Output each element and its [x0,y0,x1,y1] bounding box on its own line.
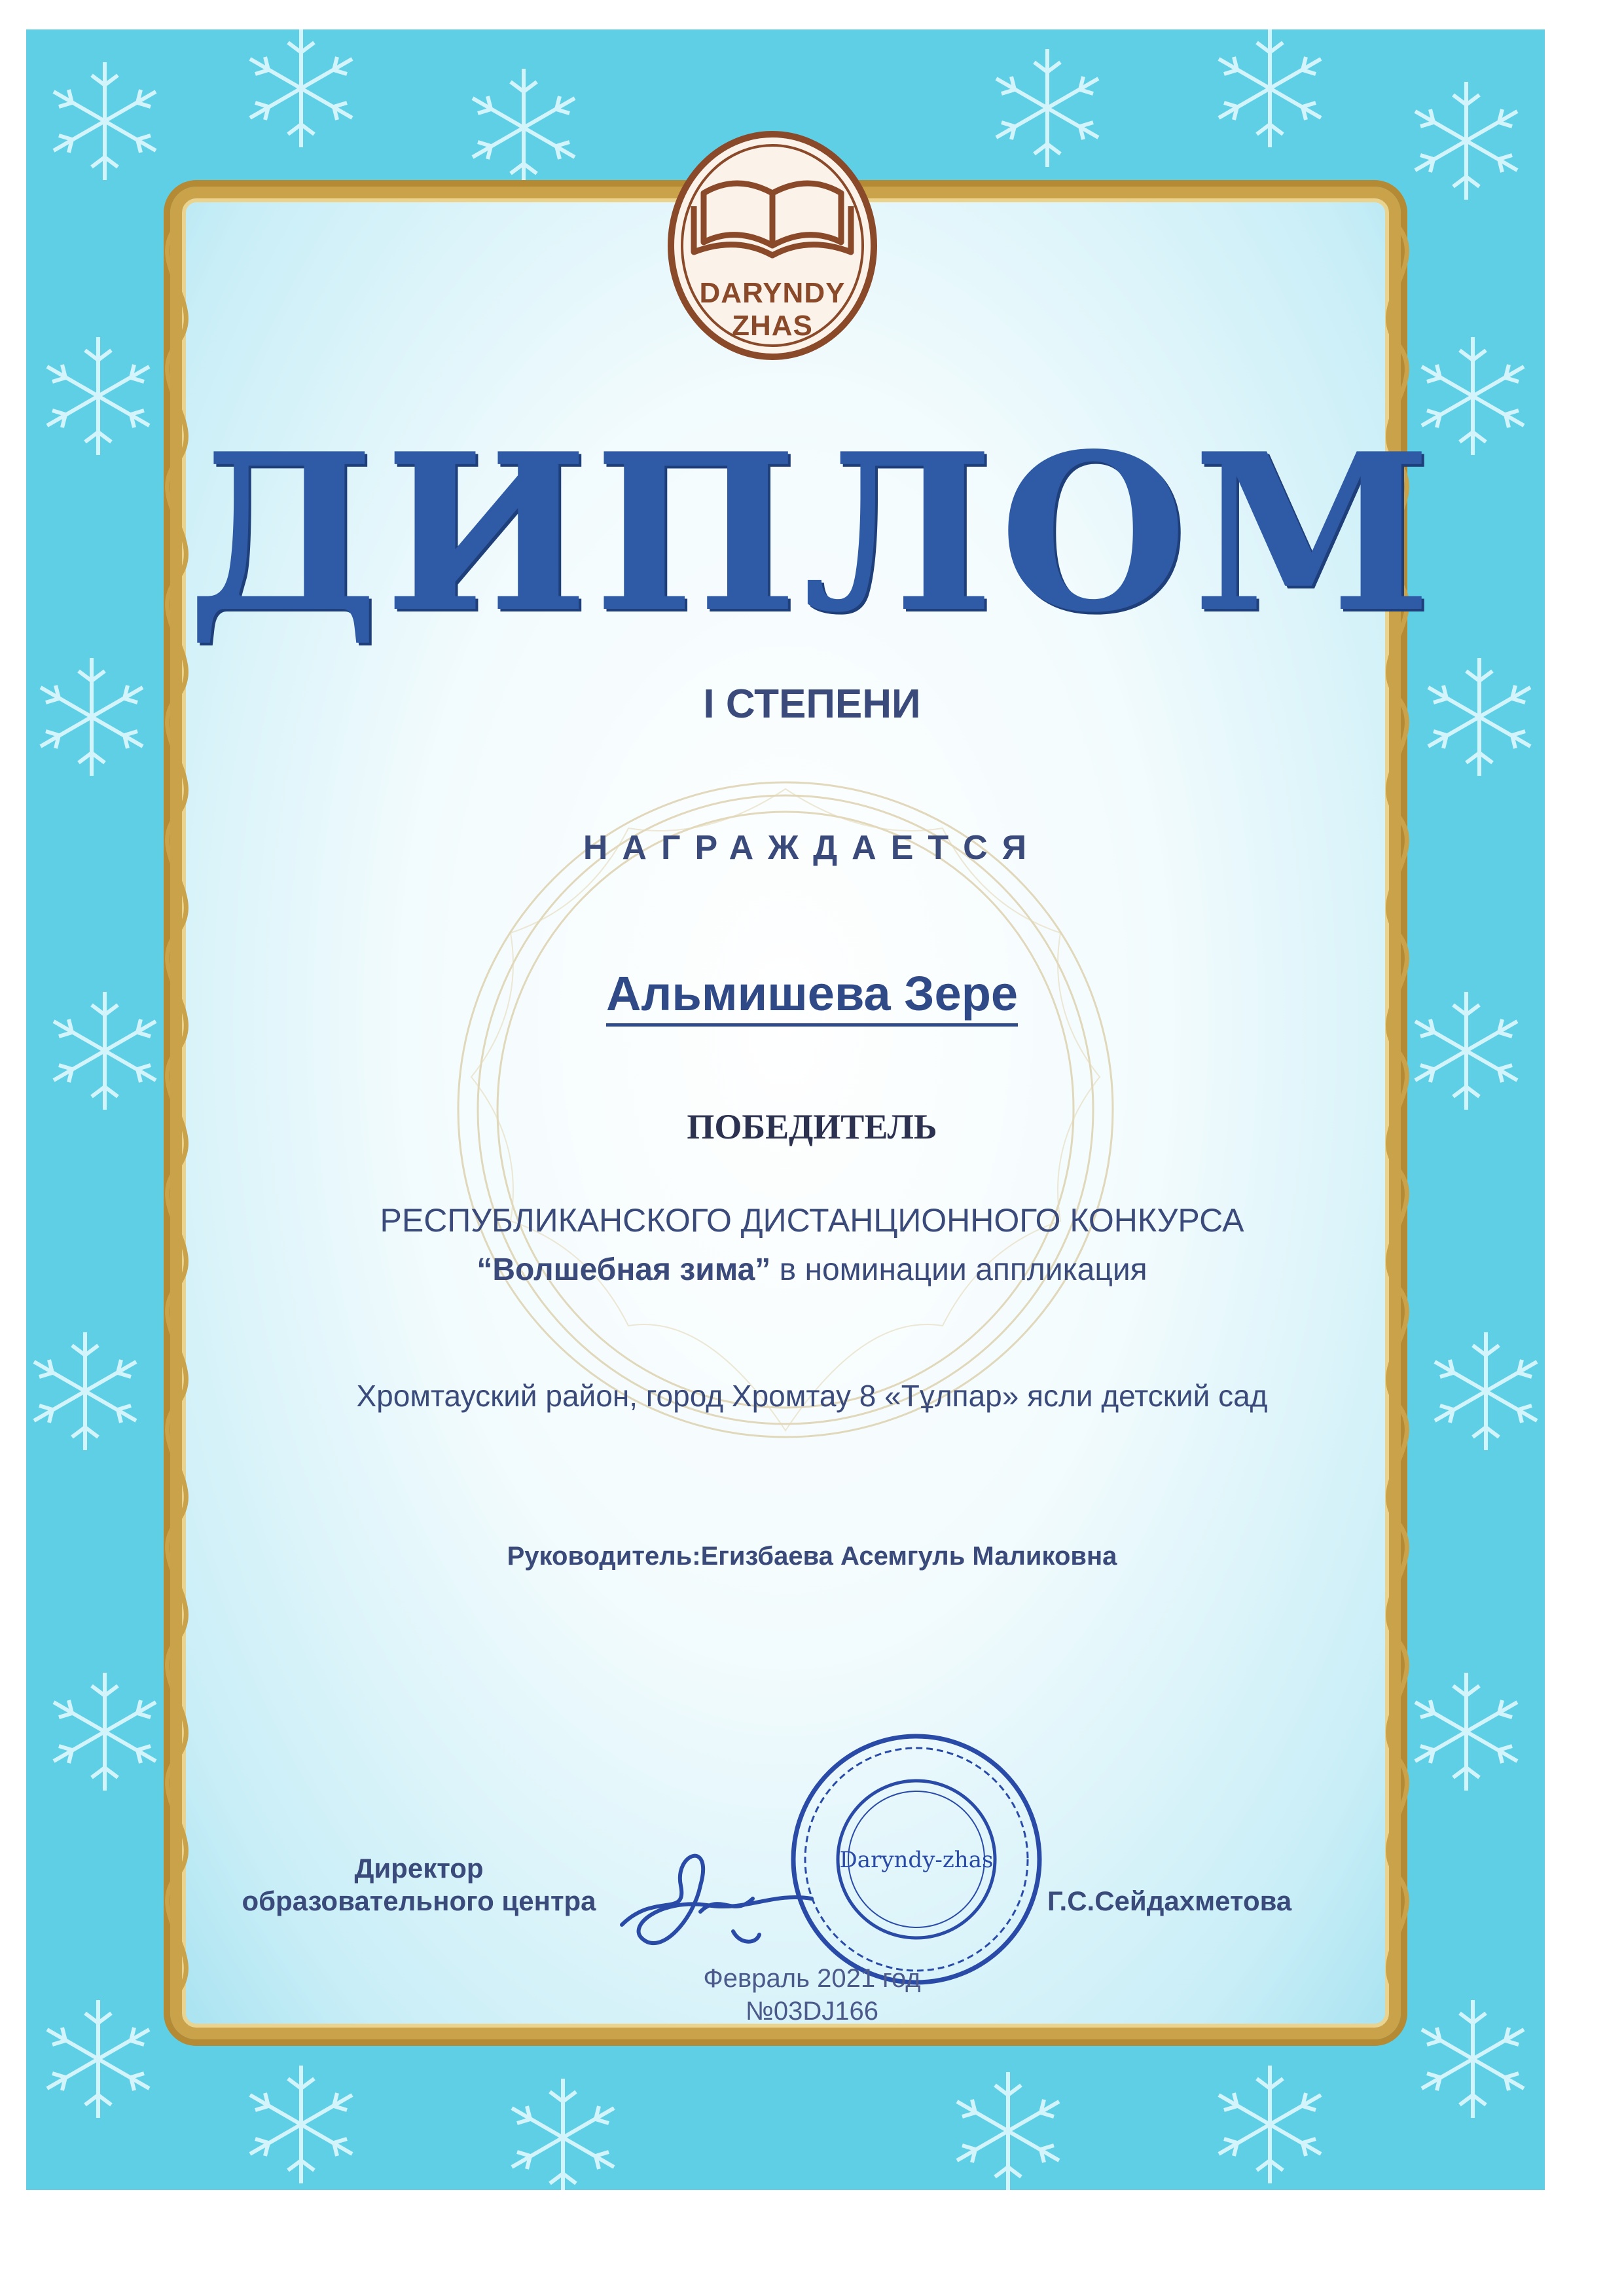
recipient-name-text: Альмишева Зере [606,966,1018,1027]
degree-label: I СТЕПЕНИ [703,682,921,727]
logo-text-zhas: ZHAS [732,310,813,342]
stamp-center-text: Daryndy-zhas [839,1847,994,1873]
director-name: Г.С.Сейдахметова [1047,1886,1292,1916]
winner-label: ПОБЕДИТЕЛЬ [687,1107,937,1146]
supervisor-line: Руководитель:Егизбаева Асемгуль Маликовна [507,1542,1117,1571]
logo-text-daryndy: DARYNDY [699,277,846,309]
awarded-label: НАГРАЖДАЕТСЯ [583,829,1041,867]
director-title-line2: образовательного центра [242,1886,596,1916]
director-title-line1: Директор [354,1853,484,1884]
nomination-text: в номинации аппликация [770,1252,1147,1287]
nomination-line [0,1252,1624,1288]
certificate-number: №03DJ166 [745,1997,879,2026]
contest-title: РЕСПУБЛИКАНСКОГО ДИСТАНЦИОННОГО КОНКУРСА [380,1202,1244,1239]
recipient-name [0,966,1624,1021]
school-info: Хромтауский район, город Хромтау 8 «Тұлпар» ясли детский сад [356,1379,1268,1413]
daryndy-zhas-logo [664,128,880,363]
diploma-title: ДИПЛОМ [187,406,1437,660]
contest-name: “Волшебная зима” [477,1252,771,1287]
official-stamp [785,1728,1047,1990]
issue-date: Февраль 2021 год [703,1964,921,1993]
